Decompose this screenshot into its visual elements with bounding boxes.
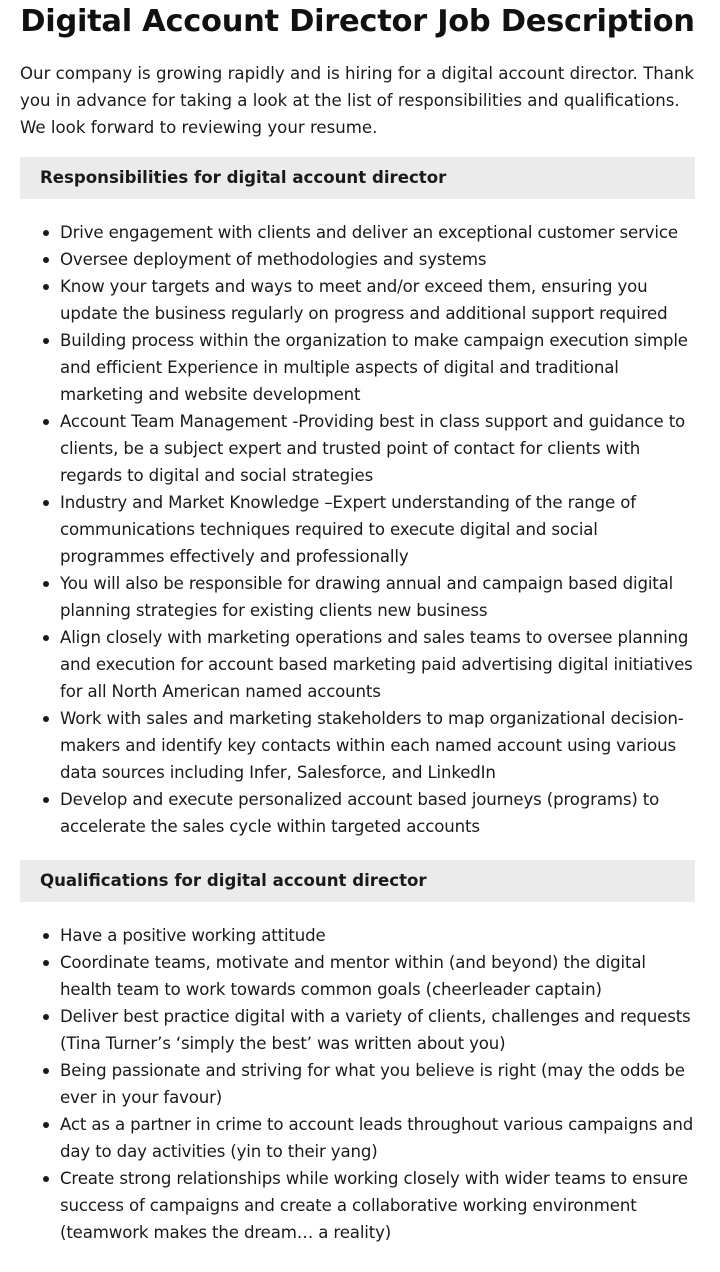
qualifications-list: [20, 922, 695, 1246]
qualifications-heading: Qualifications for digital account director: [20, 860, 695, 902]
list-item: Know your targets and ways to meet and/or exceed them, ensuring you update the business regularly on progress and additional support required: [60, 273, 695, 327]
intro-paragraph: Our company is growing rapidly and is hiring for a digital account director. Thank you in advance for taking a look at the list of responsibilities and qualifications. We look forward to reviewing your resume.: [20, 64, 695, 137]
list-item: Account Team Management -Providing best in class support and guidance to clients, be a subject expert and trusted point of contact for clients with regards to digital and social strategies: [60, 408, 695, 489]
list-item: Deliver best practice digital with a variety of clients, challenges and requests (Tina Turner’s ‘simply the best’ was written about you): [60, 1003, 695, 1057]
responsibilities-heading: Responsibilities for digital account director: [20, 157, 695, 199]
list-item: Have a positive working attitude: [60, 922, 695, 949]
list-item: Work with sales and marketing stakeholders to map organizational decision-makers and identify key contacts within each named account using various data sources including Infer, Salesforce, and LinkedIn: [60, 705, 695, 786]
list-item: Being passionate and striving for what you believe is right (may the odds be ever in your favour): [60, 1057, 695, 1111]
list-item: Develop and execute personalized account based journeys (programs) to accelerate the sales cycle within targeted accounts: [60, 786, 695, 840]
list-item: Building process within the organization to make campaign execution simple and efficient Experience in multiple aspects of digital and traditional marketing and website development: [60, 327, 695, 408]
list-item: Align closely with marketing operations and sales teams to oversee planning and execution for account based marketing paid advertising digital initiatives for all North American named accounts: [60, 624, 695, 705]
list-item: Act as a partner in crime to account leads throughout various campaigns and day to day activities (yin to their yang): [60, 1111, 695, 1165]
list-item: Coordinate teams, motivate and mentor within (and beyond) the digital health team to work towards common goals (cheerleader captain): [60, 949, 695, 1003]
list-item: Oversee deployment of methodologies and systems: [60, 246, 695, 273]
list-item: You will also be responsible for drawing annual and campaign based digital planning strategies for existing clients new business: [60, 570, 695, 624]
list-item: Create strong relationships while working closely with wider teams to ensure success of campaigns and create a collaborative working environment (teamwork makes the dream… a reality): [60, 1165, 695, 1246]
page-title: Digital Account Director Job Description: [20, 4, 695, 39]
list-item: Industry and Market Knowledge –Expert understanding of the range of communications techniques required to execute digital and social programmes effectively and professionally: [60, 489, 695, 570]
responsibilities-list: [20, 219, 695, 840]
list-item: Drive engagement with clients and deliver an exceptional customer service: [60, 219, 695, 246]
